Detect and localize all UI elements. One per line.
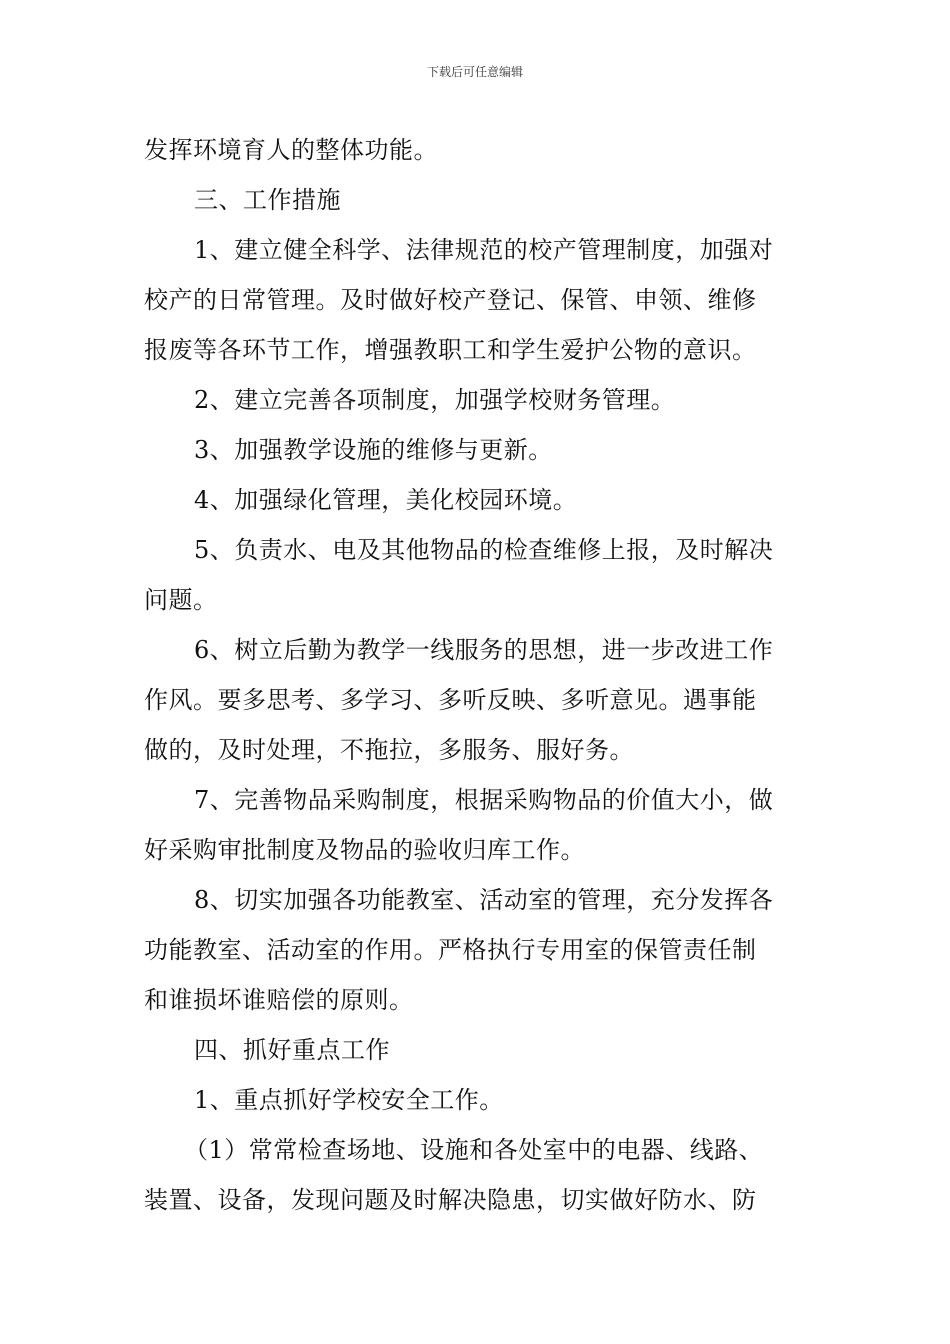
- section-heading: 四、抓好重点工作: [194, 1036, 390, 1064]
- paragraph-line: （1）常常检查场地、设施和各处室中的电器、线路、: [184, 1136, 764, 1164]
- paragraph-line: 作风。要多思考、多学习、多听反映、多听意见。遇事能: [144, 686, 757, 714]
- paragraph-line: 4、加强绿化管理，美化校园环境。: [194, 486, 578, 514]
- paragraph-line: 问题。: [144, 586, 218, 614]
- section-heading: 三、工作措施: [194, 186, 341, 214]
- paragraph-line: 好采购审批制度及物品的验收归库工作。: [144, 836, 585, 864]
- page-header-note: 下载后可任意编辑: [426, 65, 523, 79]
- paragraph-line: 做的，及时处理，不拖拉，多服务、服好务。: [144, 736, 634, 764]
- paragraph-line: 2、建立完善各项制度，加强学校财务管理。: [194, 386, 676, 414]
- paragraph-line: 1、建立健全科学、法律规范的校产管理制度，加强对: [194, 236, 774, 264]
- paragraph-line: 校产的日常管理。及时做好校产登记、保管、申领、维修: [144, 286, 757, 314]
- paragraph-line: 1、重点抓好学校安全工作。: [194, 1086, 504, 1114]
- paragraph-line: 3、加强教学设施的维修与更新。: [194, 436, 553, 464]
- paragraph-line: 6、树立后勤为教学一线服务的思想，进一步改进工作: [194, 636, 774, 664]
- paragraph-line: 和谁损坏谁赔偿的原则。: [144, 986, 414, 1014]
- paragraph-line: 8、切实加强各功能教室、活动室的管理，充分发挥各: [194, 886, 774, 914]
- document-body: [144, 128, 810, 1228]
- paragraph-line: 报废等各环节工作，增强教职工和学生爱护公物的意识。: [144, 336, 757, 364]
- paragraph-line: 发挥环境育人的整体功能。: [144, 136, 438, 164]
- paragraph-line: 7、完善物品采购制度，根据采购物品的价值大小，做: [194, 786, 774, 814]
- paragraph-line: 装置、设备，发现问题及时解决隐患，切实做好防水、防: [144, 1186, 757, 1214]
- paragraph-line: 功能教室、活动室的作用。严格执行专用室的保管责任制: [144, 936, 757, 964]
- paragraph-line: 5、负责水、电及其他物品的检查维修上报，及时解决: [194, 536, 774, 564]
